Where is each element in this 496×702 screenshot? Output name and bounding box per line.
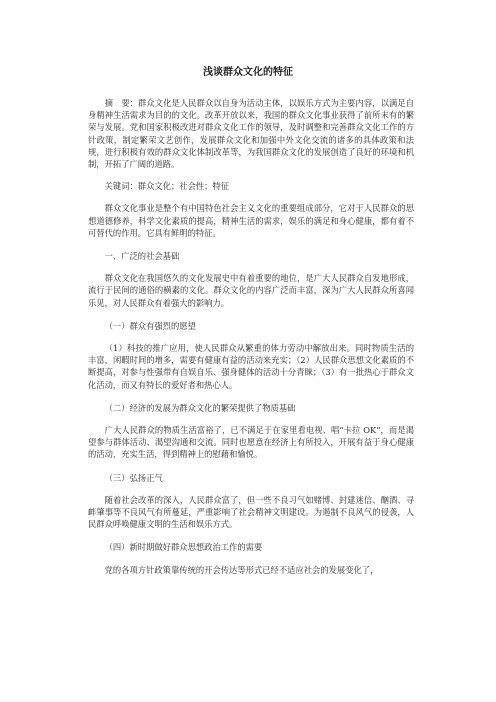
document-title: 浅谈群众文化的特征 — [203, 67, 293, 78]
intro-paragraph: 群众文化事业是整个有中国特色社会主义文化的重要组成部分，它对于人民群众的思想道德修养，科学文化素质的提高，精神生活的需求，娱乐的满足和身心健康，都有着不可替代的作用。它具有鲜明的特征。 — [88, 203, 414, 238]
subsection-heading-2: （二）经济的发展为群众文化的繁荣提供了物质基础 — [104, 402, 296, 413]
abstract-paragraph: 摘 要：群众文化是人民群众以自身为活动主体，以娱乐方式为主要内容，以满足自身精神生活需求为目的的文化。改革开放以来，我国的群众文化事业获得了前所未有的繁荣与发展。党和国家积极改进对群众文化工作的领导，及时调整和完善群众文化工作的方针政策，制定繁荣文艺创作，发展群众文化和加强中外文化交流的诸多的具体政策和法规，进行积极有效的群众文化体制改革等，为我国群众文化的发展创造了良好的环境和机制，开拓了广阔的道路。 — [88, 98, 414, 170]
keywords-line: 关键词：群众文化；社会性；特征 — [104, 181, 230, 192]
section-1-paragraph: 群众文化在我国悠久的文化发展史中有着重要的地位，是广大人民群众自发地形成，流行于民间的通俗的横素的文化。群众文化的内容广泛而丰富，深为广大人民群众所喜闻乐见，对人民群众有着强大的影响力。 — [88, 273, 414, 308]
document-body — [88, 97, 414, 576]
subsection-heading-4: （四）新时期做好群众思想政治工作的需要 — [104, 542, 263, 553]
subsection-2-paragraph: 广大人民群众的物质生活富裕了，已不满足于在家里看电视、唱“卡拉 OK”，而是渴望参与群体活动、渴望沟通和交流。同时也愿意在经济上有所投入，开展有益于身心健康的活动，充实生活，得到精神上的慰藉和愉悦。 — [88, 425, 414, 460]
section-heading-1: 一、广泛的社会基础 — [104, 251, 180, 262]
subsection-heading-3: （三）弘扬正气 — [104, 472, 163, 483]
subsection-heading-1: （一）群众有强烈的愿望 — [104, 320, 196, 331]
subsection-1-paragraph: （1）科技的推广应用，使人民群众从繁重的体力劳动中解放出来。同时物质生活的丰富，闲暇时间的增多，需要有健康有益的活动来充实；（2）人民群众思想文化素质的不断提高，对参与性强带有自娱自乐、强身健体的活动十分青睐；（3）有一批热心于群众文化活动，而又有特长的爱好者和热心人。 — [88, 343, 414, 390]
subsection-4-paragraph: 党的各项方针政策靠传统的开会传达等形式已经不适应社会的发展变化了， — [104, 564, 379, 575]
subsection-3-paragraph: 随着社会改革的深入，人民群众富了，但一些不良习气如赌博、封建迷信、酗酒、寻衅肇事等不良风气有所蔓延，严重影响了社会精神文明建设。为遏制不良风气的侵袭，人民群众呼唤健康文明的生活和娱乐方式。 — [88, 494, 414, 530]
